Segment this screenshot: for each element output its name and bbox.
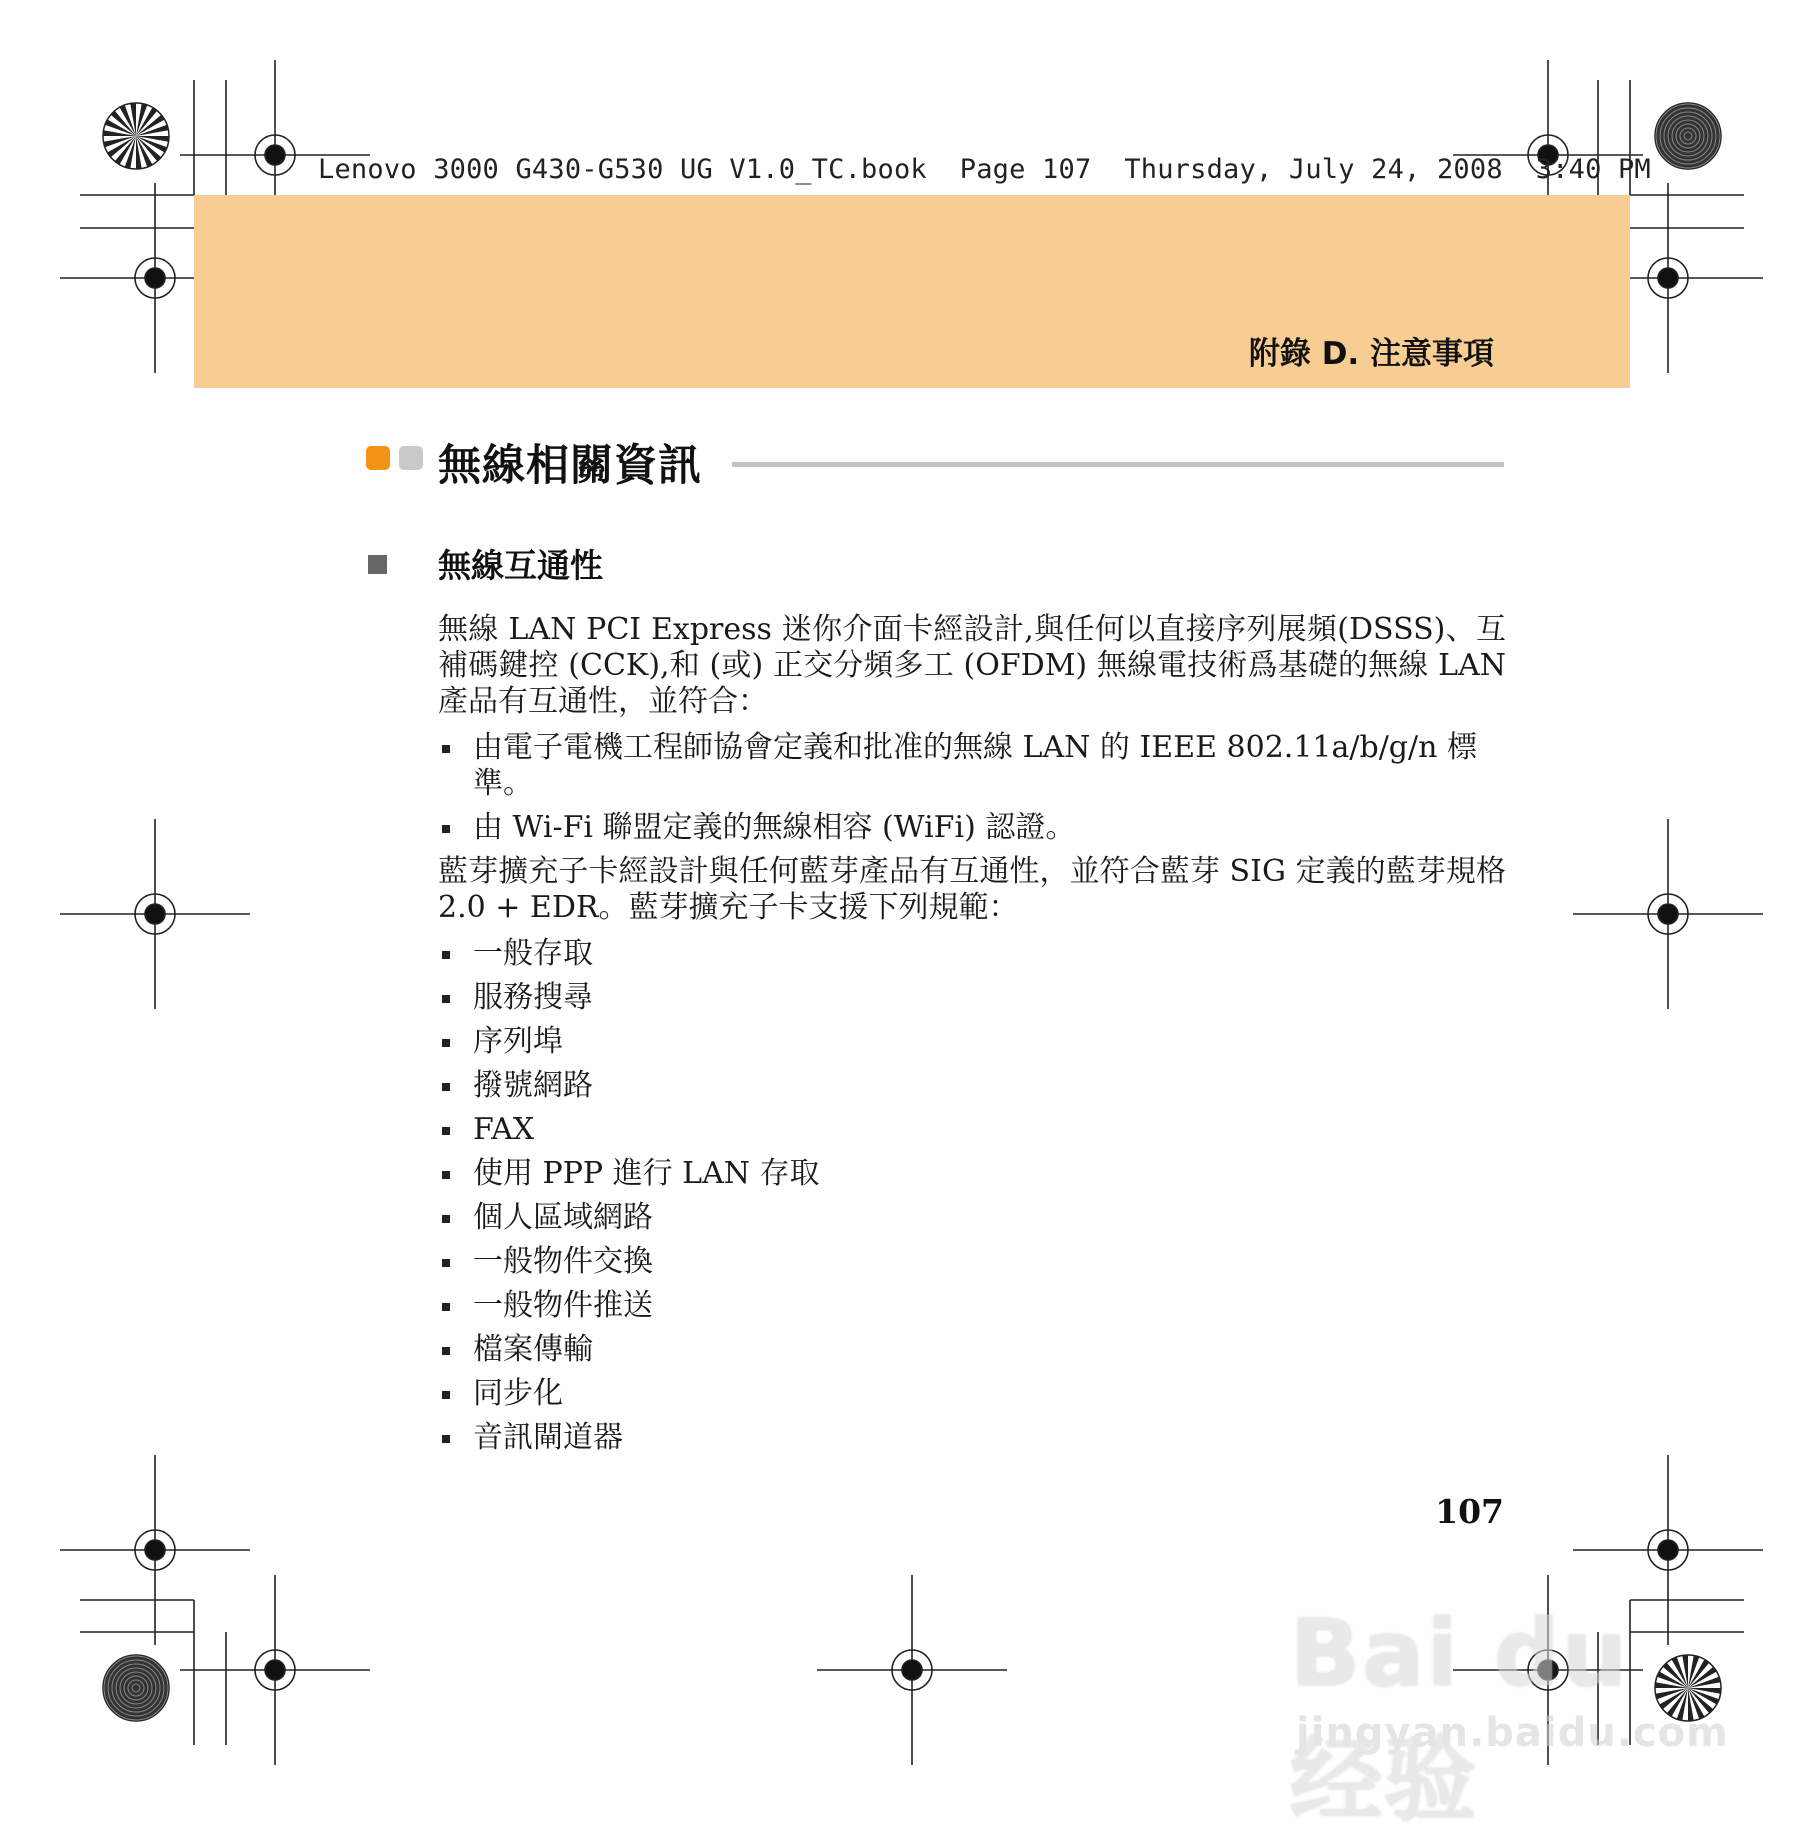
- subsection-marker: [368, 555, 387, 574]
- baidu-watermark: [1290, 1540, 1730, 1834]
- section-bullet-gray: [399, 446, 423, 470]
- registration-mark: [180, 1575, 370, 1765]
- registration-mark: [1573, 819, 1763, 1009]
- paragraph-interoperability: 無線 LAN PCI Express 迷你介面卡經設計,與任何以直接序列展頻(DSSS)、互補碼鍵控 (CCK),和 (或) 正交分頻多工 (OFDM) 無線電技術爲基礎的無線 LAN 產品有互通性，並符合：: [438, 612, 1506, 719]
- registration-mark: [817, 1575, 1007, 1765]
- list-item: 撥號網路: [438, 1068, 1506, 1104]
- list-item: 使用 PPP 進行 LAN 存取: [438, 1156, 1506, 1192]
- registration-mark: [60, 1455, 250, 1645]
- section-bullet-orange: [366, 446, 390, 470]
- list-item: 一般物件交換: [438, 1244, 1506, 1280]
- section-title: 無線相關資訊: [438, 441, 702, 491]
- paragraph-bluetooth: 藍芽擴充子卡經設計與任何藍芽產品有互通性，並符合藍芽 SIG 定義的藍芽規格 2.0 + EDR。藍芽擴充子卡支援下列規範：: [438, 854, 1506, 925]
- body-content: [438, 612, 1506, 1464]
- page-number: 107: [1435, 1492, 1504, 1531]
- watermark-brand: Bai du 经验: [1290, 1600, 1630, 1834]
- subsection-title: 無線互通性: [438, 546, 603, 585]
- bluetooth-profiles-list: [438, 936, 1506, 1456]
- star-target-mark: [103, 1655, 169, 1721]
- list-item: 同步化: [438, 1376, 1506, 1412]
- list-item: 由 Wi-Fi 聯盟定義的無線相容 (WiFi) 認證。: [438, 810, 1506, 846]
- list-item: 檔案傳輸: [438, 1332, 1506, 1368]
- standards-list: [438, 730, 1506, 846]
- list-item: 服務搜尋: [438, 980, 1506, 1016]
- star-target-mark: [1655, 103, 1721, 169]
- list-item: 個人區域網路: [438, 1200, 1506, 1236]
- list-item: 序列埠: [438, 1024, 1506, 1060]
- section-divider: [732, 462, 1504, 467]
- list-item: 一般物件推送: [438, 1288, 1506, 1324]
- list-item: FAX: [438, 1112, 1506, 1148]
- watermark-url: jingyan.baidu.com: [1296, 1710, 1729, 1756]
- chapter-title: 附錄 D. 注意事項: [1248, 336, 1494, 372]
- list-item: 一般存取: [438, 936, 1506, 972]
- star-target-mark: [103, 103, 169, 169]
- list-item: 由電子電機工程師協會定義和批准的無線 LAN 的 IEEE 802.11a/b/g/n 標準。: [438, 730, 1506, 802]
- list-item: 音訊閘道器: [438, 1420, 1506, 1456]
- book-file-header: Lenovo 3000 G430-G530 UG V1.0_TC.book Page 107 Thursday, July 24, 2008 3:40 PM: [318, 154, 1651, 185]
- registration-mark: [60, 819, 250, 1009]
